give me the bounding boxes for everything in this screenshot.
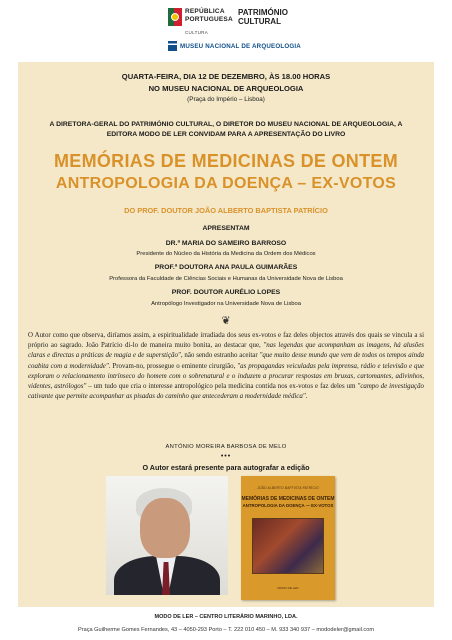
review-quote: "campo de investigação cativante que permite acompanhar as pisadas do caminho que antecederam a modernidade médica" — [28, 383, 424, 401]
book-author: DO PROF. DOUTOR JOÃO ALBERTO BAPTISTA PATRÍCIO — [124, 206, 328, 215]
invitation-text: A DIRETORA-GERAL DO PATRIMÓNIO CULTURAL, O DIRETOR DO MUSEU NACIONAL DE ARQUEOLOGIA, A EDITORA MODO DE LER CONVIDAM PARA A APRESENTAÇÃO DO LIVRO — [49, 121, 403, 138]
book-subtitle: ANTROPOLOGIA DA DOENÇA – EX-VOTOS — [55, 175, 397, 192]
republica-line1: REPÚBLICA — [185, 8, 225, 15]
patrimonio-line2: CULTURAL — [238, 16, 281, 26]
cover-artwork — [252, 518, 324, 574]
presenter-role: Antropólogo Investigador na Universidade Nova de Lisboa — [151, 301, 301, 307]
review-sentence: . Provam-no, prossegue o eminente cirurgião, — [108, 362, 238, 370]
republica-sub: CULTURA — [185, 30, 209, 35]
cover-title: MEMÓRIAS DE MEDICINAS DE ONTEM — [241, 496, 335, 502]
ornament-icon: ❦ — [221, 315, 231, 327]
presenter-name: DR.ª MARIA DO SAMEIRO BARROSO — [165, 240, 287, 247]
museum-logo — [168, 41, 301, 51]
event-date: QUARTA-FEIRA, DIA 12 DE DEZEMBRO, ÀS 18.00 HORAS — [121, 72, 331, 81]
review-signature: ANTÓNIO MOREIRA BARBOSA DE MELO — [165, 444, 287, 450]
review-sentence: O Autor como que observa, diríamos assim, a espiritualidade irradiada dos seus ex-votos e faz deles objectos através dos quais se vincula a si próprio ao sagrado. João Patrício di-lo de maneira muito bonita, ao destacar que, — [28, 332, 424, 350]
review-quote: "nas legendas que acompanham as imagens, há alusões claras e directas a práticas de magia e de superstição" — [28, 342, 424, 360]
museum-icon — [168, 41, 177, 51]
review-quote: "as propagandas veiculadas pela imprensa, rádio e televisão e que exploram o relacionamento intrínseco do homem com o sobrenatural e o induzem a procurar respostas em bruxas, cartomantes, adivinhos, videntes, astrólogos" — [28, 362, 424, 391]
review-sentence: , não sendo estranho aceitar — [180, 352, 260, 360]
book-title: MEMÓRIAS DE MEDICINAS DE ONTEM — [53, 151, 398, 171]
republica-line2: PORTUGUESA — [185, 15, 233, 23]
separator-stars: ••• — [220, 453, 232, 460]
patrimonio-cultural-logo — [238, 9, 288, 26]
event-place: (Praça do Império – Lisboa) — [187, 96, 265, 103]
presenter-name: PROF. DOUTOR AURÉLIO LOPES — [171, 289, 281, 296]
cover-author: JOÃO ALBERTO BAPTISTA PATRÍCIO — [257, 486, 319, 490]
review-text — [28, 331, 424, 402]
museum-name: MUSEU NACIONAL DE ARQUEOLOGIA — [180, 42, 301, 50]
review-quote: "que muito desse mundo que vem de todos os tempos ainda coabita com a modernidade" — [28, 352, 424, 370]
presenter-name: PROF.ª DOUTORA ANA PAULA GUIMARÃES — [154, 264, 298, 271]
logo-header — [0, 0, 452, 62]
footer-publisher: MODO DE LER – CENTRO LITERÁRIO MARINHO, LDA. — [154, 614, 298, 620]
portugal-flag-icon — [168, 8, 182, 26]
presenter-role: Presidente do Núcleo da História da Medicina da Ordem dos Médicos — [136, 251, 316, 257]
review-sentence: . — [305, 393, 308, 401]
autograph-note: O Autor estará presente para autografar a edição — [142, 463, 310, 472]
patrimonio-line1: PATRIMÓNIO — [238, 8, 288, 17]
presenter-role: Professora da Faculdade de Ciências Sociais e Humanas da Universidade Nova de Lisboa — [109, 276, 343, 282]
footer-address: Praça Guilherme Gomes Fernandes, 43 – 4050-293 Porto – T. 222 010 450 – M. 933 340 937 – mododeler@gmail.com — [77, 627, 374, 633]
cover-publisher: MODO DE LER — [277, 586, 299, 590]
presenters-heading: APRESENTAM — [202, 225, 250, 232]
book-cover — [241, 476, 335, 600]
author-photo — [106, 476, 228, 595]
republica-portuguesa-logo — [168, 8, 233, 26]
review-sentence: – um tudo que cria o interesse antropológico pela medicina contida nos ex-votos e faz deles um — [86, 383, 358, 391]
event-venue: NO MUSEU NACIONAL DE ARQUEOLOGIA — [148, 84, 304, 93]
cover-subtitle: ANTROPOLOGIA DA DOENÇA — EX-VOTOS — [242, 503, 334, 508]
